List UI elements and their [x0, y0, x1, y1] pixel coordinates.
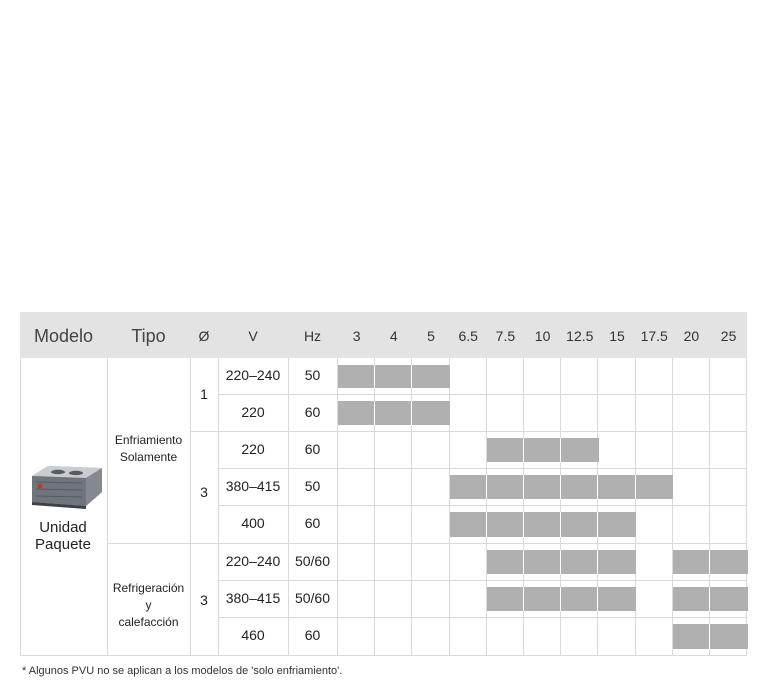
availability-bar-3 — [338, 401, 376, 425]
bar-separator — [486, 475, 487, 499]
frequency-cell: 50/60 — [294, 552, 331, 569]
availability-bar-17-5 — [636, 475, 674, 499]
availability-bar-6-5 — [450, 475, 488, 499]
product-name — [20, 519, 106, 553]
availability-bar-5 — [412, 401, 450, 425]
availability-bar-7-5 — [487, 587, 525, 611]
bar-separator — [374, 401, 375, 425]
phase-group-3: 3 — [200, 592, 208, 608]
frequency-cell: 60 — [304, 515, 321, 531]
header-capacity-25: 25 — [720, 328, 737, 344]
voltage-cell: 220–240 — [225, 552, 281, 569]
bar-separator — [411, 365, 412, 388]
availability-bar-7-5 — [487, 438, 525, 462]
availability-bar-12-5 — [561, 550, 599, 574]
bar-separator — [709, 550, 710, 574]
bar-separator — [560, 512, 561, 537]
availability-bar-12-5 — [561, 475, 599, 499]
availability-bar-10 — [524, 587, 562, 611]
availability-bar-15 — [598, 550, 636, 574]
bar-separator — [523, 587, 524, 611]
grid-line — [107, 543, 747, 544]
grid-line — [190, 431, 747, 432]
availability-bar-10 — [524, 512, 562, 537]
availability-bar-20 — [673, 624, 711, 649]
availability-bar-10 — [524, 438, 562, 462]
frequency-cell: 60 — [304, 403, 321, 420]
availability-bar-25 — [710, 624, 748, 649]
availability-bar-20 — [673, 587, 711, 611]
frequency-cell: 50 — [304, 477, 321, 494]
bar-separator — [523, 550, 524, 574]
frequency-cell: 50/60 — [294, 589, 331, 606]
header-type: Tipo — [131, 326, 166, 346]
bar-separator — [560, 475, 561, 499]
availability-bar-15 — [598, 475, 636, 499]
header-capacity-4: 4 — [389, 328, 398, 344]
grid-line — [218, 468, 747, 469]
voltage-cell: 220 — [241, 403, 265, 420]
grid-line — [218, 617, 747, 618]
availability-bar-7-5 — [487, 550, 525, 574]
availability-bar-6-5 — [450, 512, 488, 537]
grid-line — [218, 394, 747, 395]
grid-line — [20, 655, 747, 656]
bar-separator — [523, 475, 524, 499]
availability-bar-4 — [375, 401, 413, 425]
header-capacity-7-5: 7.5 — [495, 328, 516, 344]
availability-bar-25 — [710, 587, 748, 611]
availability-bar-12-5 — [561, 512, 599, 537]
availability-bar-3 — [338, 365, 376, 388]
bar-separator — [597, 550, 598, 574]
footnote: * Algunos PVU no se aplican a los modelos de 'solo enfriamiento'. — [22, 665, 343, 677]
availability-bar-20 — [673, 550, 711, 574]
header-capacity-12-5: 12.5 — [566, 328, 594, 344]
availability-bar-15 — [598, 587, 636, 611]
phase-group-2: 3 — [200, 484, 208, 500]
availability-bar-10 — [524, 475, 562, 499]
header-capacity-3: 3 — [352, 328, 361, 344]
header-capacity-20: 20 — [683, 328, 700, 344]
product-spec-table — [20, 312, 747, 656]
voltage-cell: 460 — [241, 627, 265, 643]
frequency-cell: 50 — [304, 367, 321, 383]
availability-bar-10 — [524, 550, 562, 574]
grid-line — [218, 505, 747, 506]
availability-bar-12-5 — [561, 438, 599, 462]
type-cooling-only — [107, 432, 190, 466]
bar-separator — [635, 475, 636, 499]
voltage-cell: 380–415 — [225, 477, 281, 494]
header-capacity-15: 15 — [609, 328, 625, 344]
bar-separator — [560, 550, 561, 574]
type-heat-pump — [107, 580, 190, 631]
frequency-cell: 60 — [304, 440, 321, 457]
bar-separator — [560, 587, 561, 611]
bar-separator — [411, 401, 412, 425]
grid-line — [190, 358, 191, 655]
product-name-line1: Unidad — [39, 519, 87, 536]
voltage-cell: 220 — [241, 440, 265, 457]
availability-bar-4 — [375, 365, 413, 388]
bar-separator — [597, 512, 598, 537]
availability-bar-7-5 — [487, 475, 525, 499]
bar-separator — [709, 587, 710, 611]
header-model: Modelo — [33, 326, 94, 346]
voltage-cell: 400 — [241, 515, 265, 531]
type-heat-pump-line2: y — [145, 598, 152, 612]
bar-separator — [597, 587, 598, 611]
phase-group-1: 1 — [200, 386, 208, 402]
availability-bar-25 — [710, 550, 748, 574]
header-frequency: Hz — [303, 328, 322, 344]
voltage-cell: 220–240 — [225, 367, 281, 383]
type-heat-pump-line1: Refrigeración — [112, 581, 185, 595]
type-cooling-only-line1: Enfriamiento — [114, 433, 183, 447]
header-capacity-17-5: 17.5 — [640, 328, 668, 344]
header-capacity-10: 10 — [534, 328, 551, 344]
bar-separator — [597, 475, 598, 499]
bar-separator — [523, 438, 524, 462]
product-name-line2: Paquete — [35, 536, 91, 553]
frequency-cell: 60 — [304, 627, 321, 643]
grid-line — [218, 580, 747, 581]
header-phase: Ø — [198, 328, 210, 344]
header-voltage: V — [248, 328, 258, 344]
type-cooling-only-line2: Solamente — [119, 450, 178, 464]
grid-line — [20, 358, 21, 655]
bar-separator — [374, 365, 375, 388]
header-capacity-6-5: 6.5 — [458, 328, 478, 344]
rooftop-package-unit-icon — [28, 462, 104, 512]
bar-separator — [709, 624, 710, 649]
voltage-cell: 380–415 — [225, 589, 281, 606]
availability-bar-7-5 — [487, 512, 525, 537]
availability-bar-5 — [412, 365, 450, 388]
bar-separator — [560, 438, 561, 462]
type-heat-pump-line3: calefacción — [118, 615, 179, 629]
availability-bar-12-5 — [561, 587, 599, 611]
header-capacity-5: 5 — [427, 328, 435, 344]
bar-separator — [523, 512, 524, 537]
availability-bar-15 — [598, 512, 636, 537]
bar-separator — [486, 512, 487, 537]
